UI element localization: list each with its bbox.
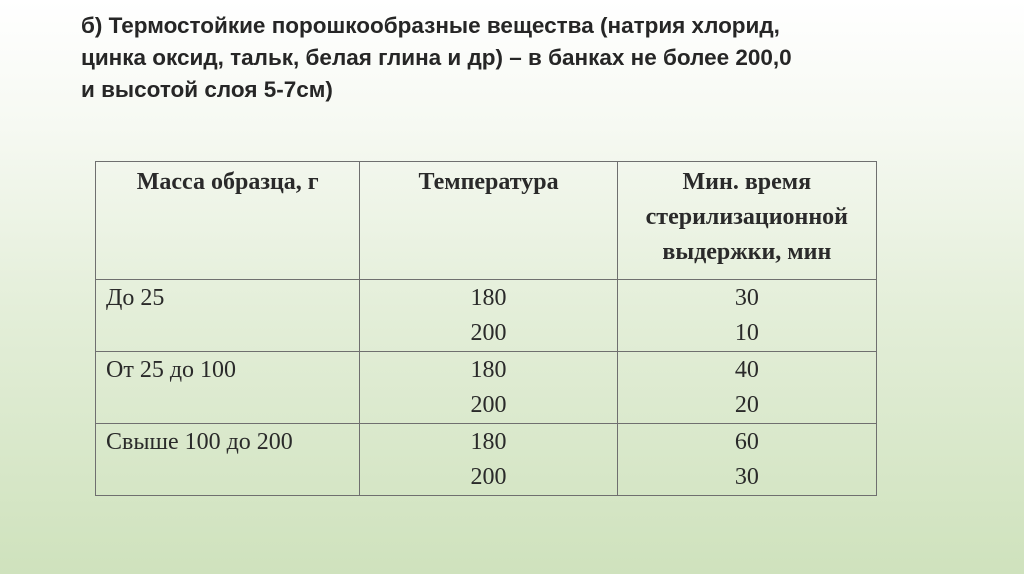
cell-temperature [360, 280, 617, 352]
header-min-time-line: Мин. время [682, 169, 812, 195]
heading-line: и высотой слоя 5-7см) [81, 77, 333, 102]
temperature-value: 200 [470, 320, 507, 346]
temperature-value: 200 [470, 464, 507, 490]
time-value: 30 [734, 285, 759, 311]
header-temperature: Температура [360, 162, 617, 280]
time-value: 20 [734, 392, 759, 418]
time-value: 10 [734, 320, 759, 346]
temperature-value: 180 [470, 357, 507, 383]
cell-min-time [617, 280, 876, 352]
time-value: 40 [734, 357, 759, 383]
header-min-time [617, 162, 876, 280]
sterilization-table [95, 161, 877, 496]
temperature-value: 180 [470, 285, 507, 311]
heading-line: б) Термостойкие порошкообразные вещества (натрия хлорид, [81, 13, 780, 38]
table-row [96, 424, 877, 496]
table-header-row [96, 162, 877, 280]
header-mass: Масса образца, г [96, 162, 360, 280]
cell-min-time [617, 352, 876, 424]
cell-min-time [617, 424, 876, 496]
time-value: 30 [734, 464, 759, 490]
temperature-value: 200 [470, 392, 507, 418]
cell-mass: До 25 [96, 280, 360, 352]
table-row [96, 280, 877, 352]
cell-mass: Свыше 100 до 200 [96, 424, 360, 496]
slide-heading [81, 10, 981, 106]
cell-temperature [360, 352, 617, 424]
cell-temperature [360, 424, 617, 496]
table-row [96, 352, 877, 424]
cell-mass: От 25 до 100 [96, 352, 360, 424]
header-min-time-line: выдержки, мин [662, 239, 832, 265]
time-value: 60 [734, 429, 759, 455]
header-min-time-line: стерилизационной [645, 204, 849, 230]
heading-line: цинка оксид, тальк, белая глина и др) – в банках не более 200,0 [81, 45, 792, 70]
temperature-value: 180 [470, 429, 507, 455]
